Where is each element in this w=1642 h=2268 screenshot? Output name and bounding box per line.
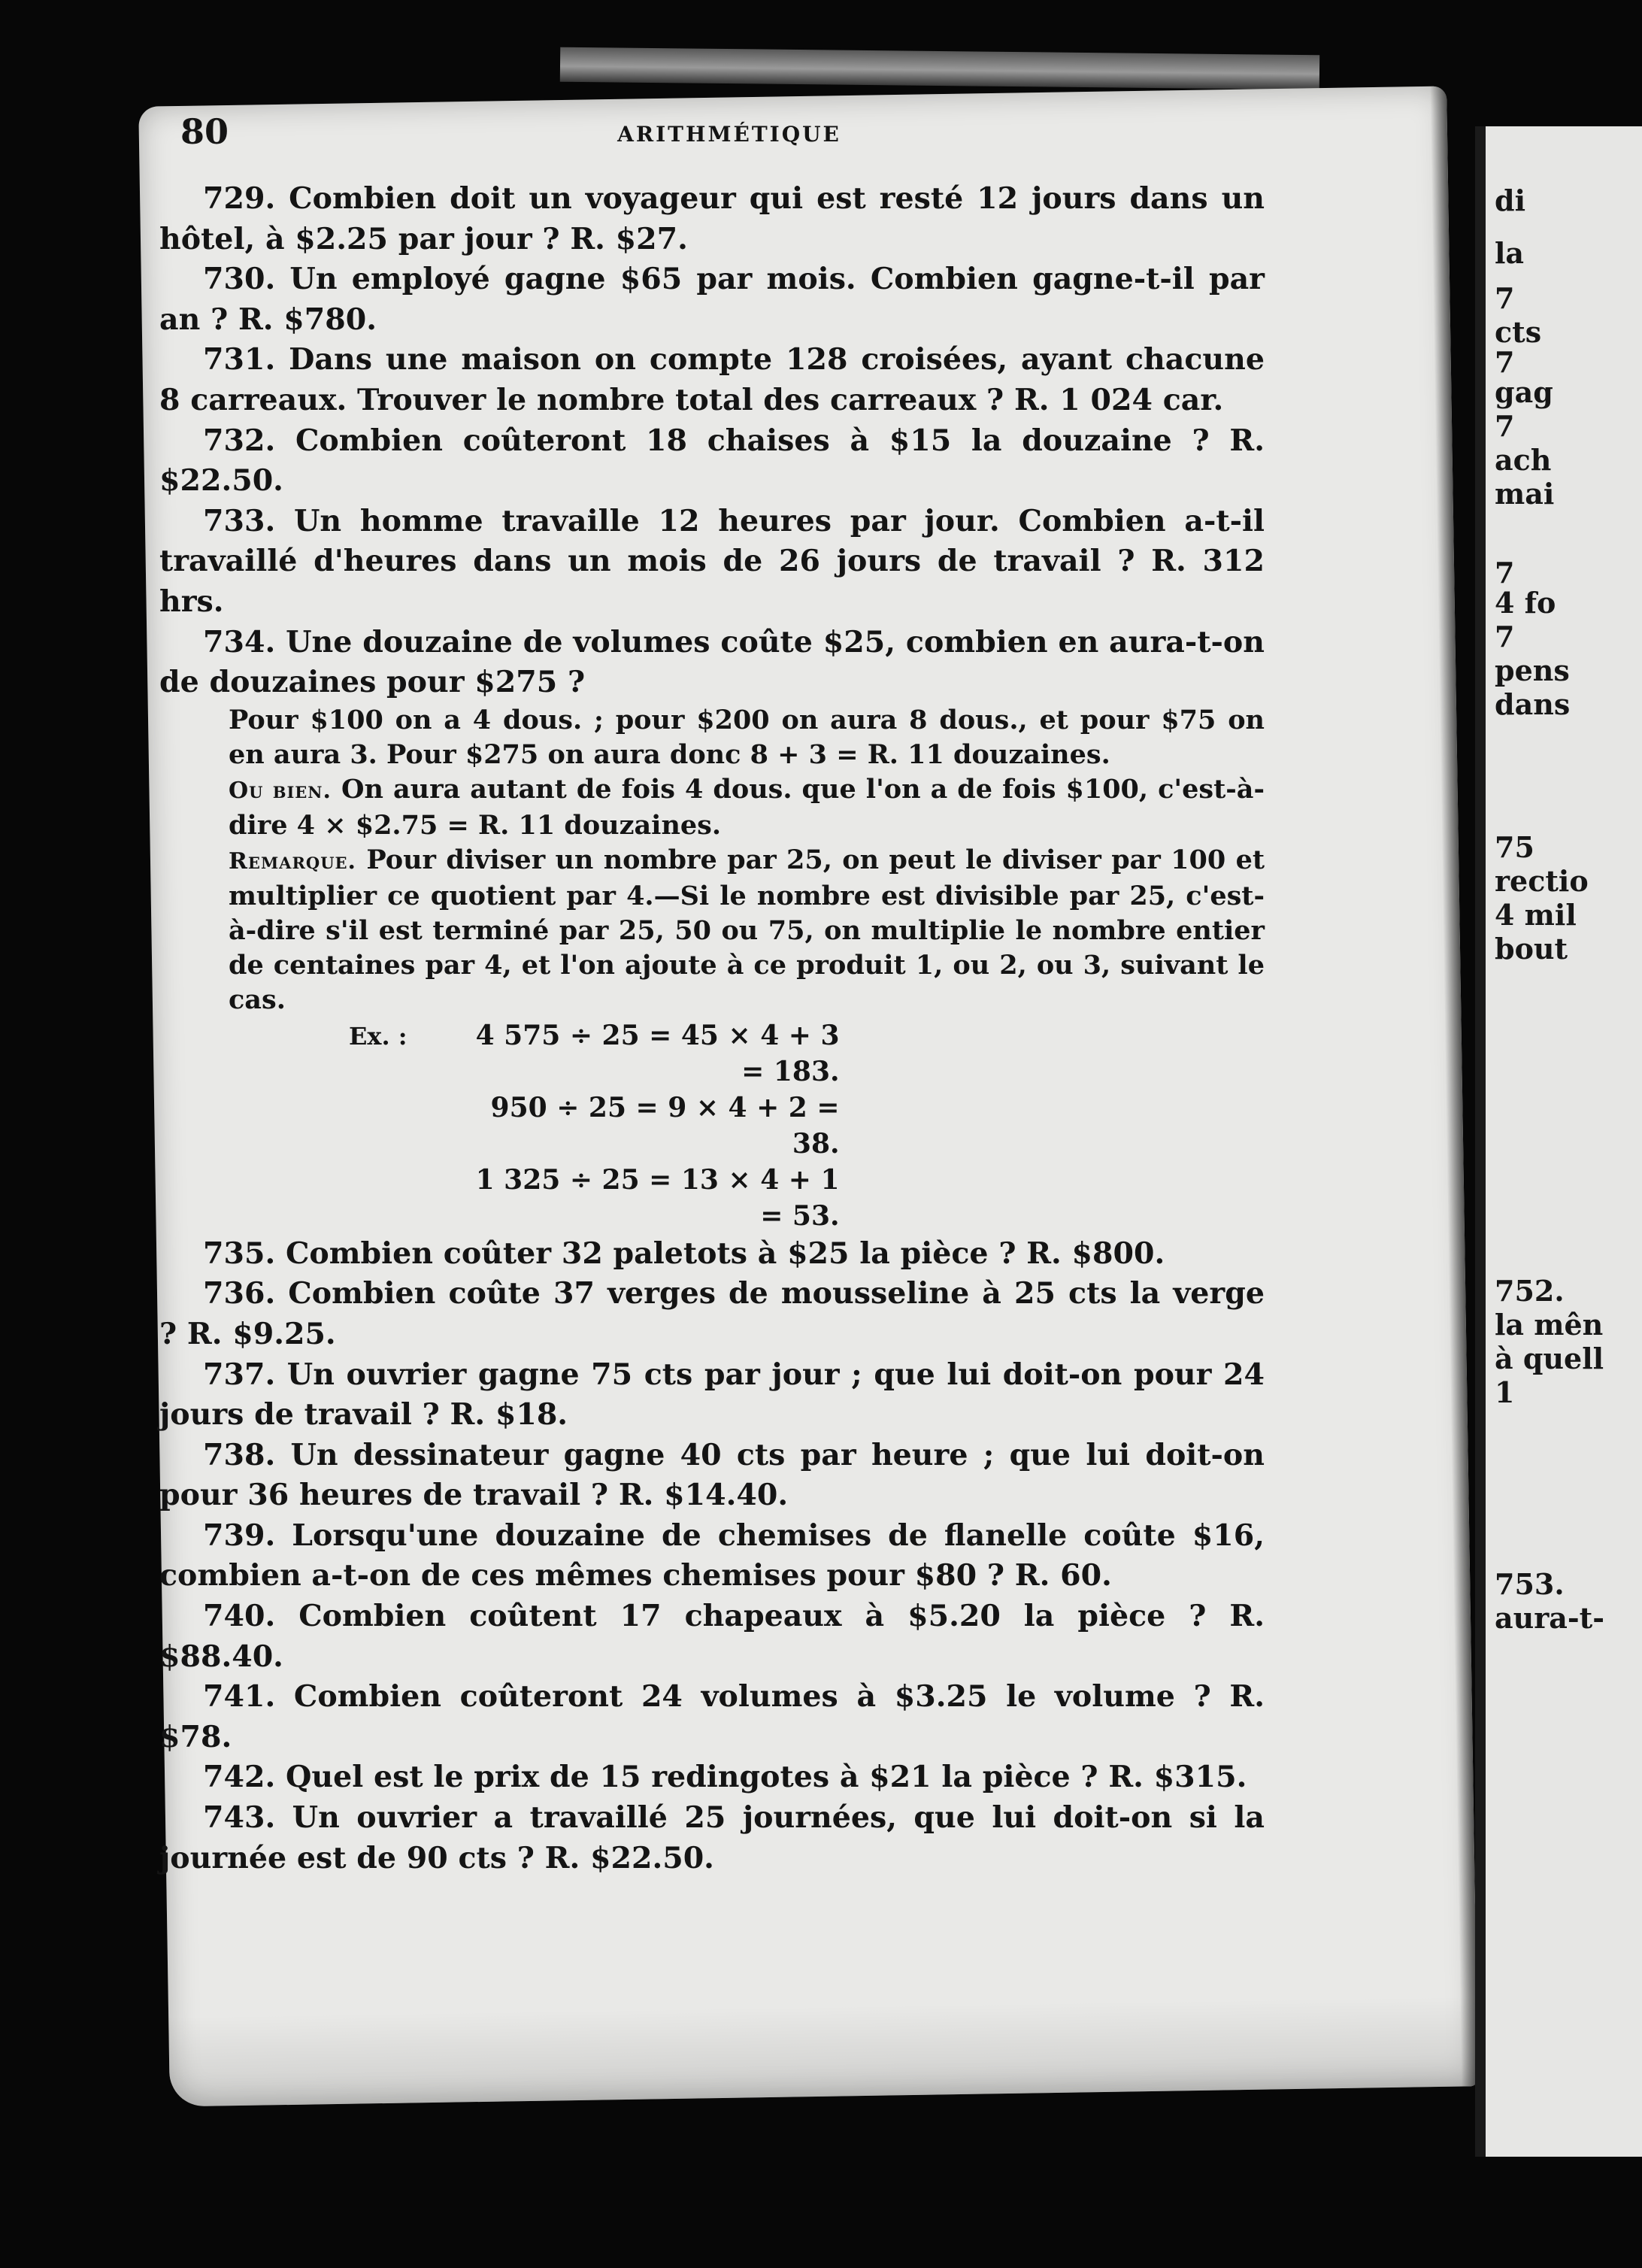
problem-answer: R. $27. xyxy=(570,221,688,256)
problem-729 xyxy=(159,179,1265,259)
problem-answer: R. 60. xyxy=(1014,1558,1112,1593)
problem-number: 740. xyxy=(203,1599,276,1634)
facing-page-fragment: 4 mil xyxy=(1495,898,1577,932)
problem-731 xyxy=(159,340,1265,420)
ou-bien-label: Ou bien. xyxy=(229,777,332,804)
problem-number: 738. xyxy=(203,1437,276,1472)
problem-735 xyxy=(159,1234,1265,1275)
problem-number: 734. xyxy=(203,624,276,659)
problem-list xyxy=(159,1234,1265,1879)
facing-page-fragment: 753. xyxy=(1495,1567,1565,1601)
facing-page-fragment: 7 xyxy=(1495,409,1515,443)
problem-answer: R. $78. xyxy=(159,1679,1265,1754)
page-content xyxy=(159,179,1265,1878)
problem-733 xyxy=(159,502,1265,623)
problem-text: Lorsqu'une douzaine de chemises de flanelle coûte $16, combien a-t-on de ces mêmes chemises pour $80 ? xyxy=(159,1518,1265,1593)
problem-text: Un homme travaille 12 heures par jour. Combien a-t-il travaillé d'heures dans un mois de 26 jours de travail ? xyxy=(159,503,1265,579)
facing-page-fragment: bout xyxy=(1495,932,1568,966)
problem-answer: R. $22.50. xyxy=(544,1840,714,1875)
problem-740 xyxy=(159,1596,1265,1677)
remarque-label: Remarque. xyxy=(229,847,356,875)
remarque-text: Pour diviser un nombre par 25, on peut le diviser par 100 et multiplier ce quotient par 4.—Si le nombre est divisible par 25, c'est-à-dire s'il est terminé par 25, 50 ou 75, on multiplie le nombre entier de centaines par 4, et l'on ajoute à ce produit 1, ou 2, ou 3, suivant le cas. xyxy=(229,844,1265,1015)
facing-page-edge xyxy=(1475,126,1642,2157)
problem-739 xyxy=(159,1516,1265,1596)
facing-page-fragment: pens xyxy=(1495,653,1570,687)
problem-732 xyxy=(159,421,1265,502)
problem-number: 733. xyxy=(203,503,276,538)
problem-text: Combien coûteront 18 chaises à $15 la douzaine ? xyxy=(275,423,1230,458)
problem-number: 737. xyxy=(203,1357,276,1392)
problem-answer: R. $14.40. xyxy=(618,1478,789,1513)
facing-page-fragment: 75 xyxy=(1495,830,1534,864)
problem-number: 729. xyxy=(203,181,276,216)
problem-text: Un dessinateur gagne 40 cts par heure ; que lui doit-on pour 36 heures de travail ? xyxy=(159,1437,1265,1513)
problem-answer: R. $88.40. xyxy=(159,1599,1265,1674)
problem-number: 743. xyxy=(203,1800,276,1836)
running-title: ARITHMÉTIQUE xyxy=(617,122,841,147)
problem-number: 735. xyxy=(203,1236,276,1271)
facing-page-fragment: mai xyxy=(1495,477,1555,511)
problem-text: Combien doit un voyageur qui est resté 12 jours dans un hôtel, à $2.25 par jour ? xyxy=(159,181,1265,256)
facing-page-fragment: la xyxy=(1495,236,1525,270)
facing-page-fragment: 7 xyxy=(1495,345,1515,379)
problem-text: Quel est le prix de 15 redingotes à $21 la pièce ? xyxy=(275,1760,1109,1795)
example-line: 950 ÷ 25 = 9 × 4 + 2 = 38. xyxy=(490,1091,840,1160)
facing-page-fragment: 752. xyxy=(1495,1274,1565,1308)
problem-text: Combien coûte 37 verges de mousseline à 25 cts la verge ? xyxy=(159,1276,1265,1351)
facing-page-fragment: rectio xyxy=(1495,864,1589,898)
problem-answer: R. 312 hrs. xyxy=(159,544,1265,619)
problem-number: 739. xyxy=(203,1518,276,1553)
page-header xyxy=(180,111,1278,156)
problem-text: Un ouvrier gagne 75 cts par jour ; que lui doit-on pour 24 jours de travail ? xyxy=(159,1357,1265,1433)
problem-answer: R. $22.50. xyxy=(159,423,1265,499)
facing-page-fragment: 7 xyxy=(1495,556,1515,590)
facing-page-fragment: ach xyxy=(1495,443,1552,477)
page-bottom-shade xyxy=(168,1996,1478,2106)
problem-answer: R. $780. xyxy=(238,302,377,337)
problem-text: Un ouvrier a travaillé 25 journées, que lui doit-on si la journée est de 90 cts ? xyxy=(159,1800,1265,1875)
problem-number: 731. xyxy=(203,342,276,377)
gutter-shadow xyxy=(1430,86,1478,2086)
facing-page-fragment: 4 fo xyxy=(1495,586,1556,620)
facing-page-fragment: di xyxy=(1495,183,1526,217)
problem-738 xyxy=(159,1436,1265,1516)
problem-742 xyxy=(159,1757,1265,1798)
problem-number: 730. xyxy=(203,262,276,297)
facing-page-fragment: cts xyxy=(1495,315,1542,349)
problem-number: 742. xyxy=(203,1760,276,1795)
example-line: 1 325 ÷ 25 = 13 × 4 + 1 = 53. xyxy=(475,1163,840,1232)
facing-page-fragment: gag xyxy=(1495,375,1553,409)
problem-730 xyxy=(159,259,1265,340)
remarque-note xyxy=(229,843,1265,1017)
problem-answer: R. $18. xyxy=(450,1397,568,1433)
problem-734 xyxy=(159,623,1265,703)
problem-number: 736. xyxy=(203,1276,276,1311)
problem-text: Une douzaine de volumes coûte $25, combien en aura-t-on de douzaines pour $275 ? xyxy=(159,624,1265,700)
facing-page-fragment: 7 xyxy=(1495,620,1515,653)
problem-answer: R. 1 024 car. xyxy=(1013,382,1224,417)
facing-page-fragment: aura-t- xyxy=(1495,1601,1604,1635)
facing-page-fragment: 7 xyxy=(1495,281,1515,315)
page-number: 80 xyxy=(180,111,229,152)
problem-text: Combien coûteront 24 volumes à $3.25 le volume ? xyxy=(275,1679,1230,1715)
example-label: Ex. : xyxy=(349,1021,407,1051)
facing-page-fragment: dans xyxy=(1495,687,1571,721)
facing-page-fragment: la mên xyxy=(1495,1308,1604,1342)
problem-text: Dans une maison on compte 128 croisées, ayant chacune 8 carreaux. Trouver le nombre total des carreaux ? xyxy=(159,342,1265,417)
example-line: 4 575 ÷ 25 = 45 × 4 + 3 = 183. xyxy=(475,1019,840,1087)
problem-741 xyxy=(159,1677,1265,1757)
problem-number: 741. xyxy=(203,1679,276,1715)
problem-answer: R. $9.25. xyxy=(186,1316,336,1351)
example-lines xyxy=(449,1017,840,1234)
scan-top-strip xyxy=(560,47,1319,90)
worked-example xyxy=(349,1017,1265,1234)
problem-answer: R. $800. xyxy=(1026,1236,1165,1271)
ou-bien-note xyxy=(229,772,1265,843)
problem-text: Combien coûtent 17 chapeaux à $5.20 la pièce ? xyxy=(275,1599,1230,1634)
problem-list xyxy=(159,179,1265,703)
problem-736 xyxy=(159,1274,1265,1354)
problem-737 xyxy=(159,1355,1265,1436)
problem-text: Un employé gagne $65 par mois. Combien gagne-t-il par an ? xyxy=(159,262,1265,337)
problem-answer: R. $315. xyxy=(1108,1760,1247,1795)
problem-number: 732. xyxy=(203,423,276,458)
facing-page-fragment: à quell xyxy=(1495,1342,1604,1375)
problem-text: Combien coûter 32 paletots à $25 la pièce ? xyxy=(275,1236,1027,1271)
solution-line: Pour $100 on a 4 dous. ; pour $200 on aura 8 dous., et pour $75 on en aura 3. Pour $275 on aura donc 8 + 3 = R. 11 douzaines. xyxy=(229,704,1265,770)
ou-bien-text: On aura autant de fois 4 dous. que l'on a de fois $100, c'est-à-dire 4 × $2.75 = R. 11 douzaines. xyxy=(229,773,1265,841)
facing-page-fragment: 1 xyxy=(1495,1375,1515,1409)
problem-743 xyxy=(159,1798,1265,1878)
